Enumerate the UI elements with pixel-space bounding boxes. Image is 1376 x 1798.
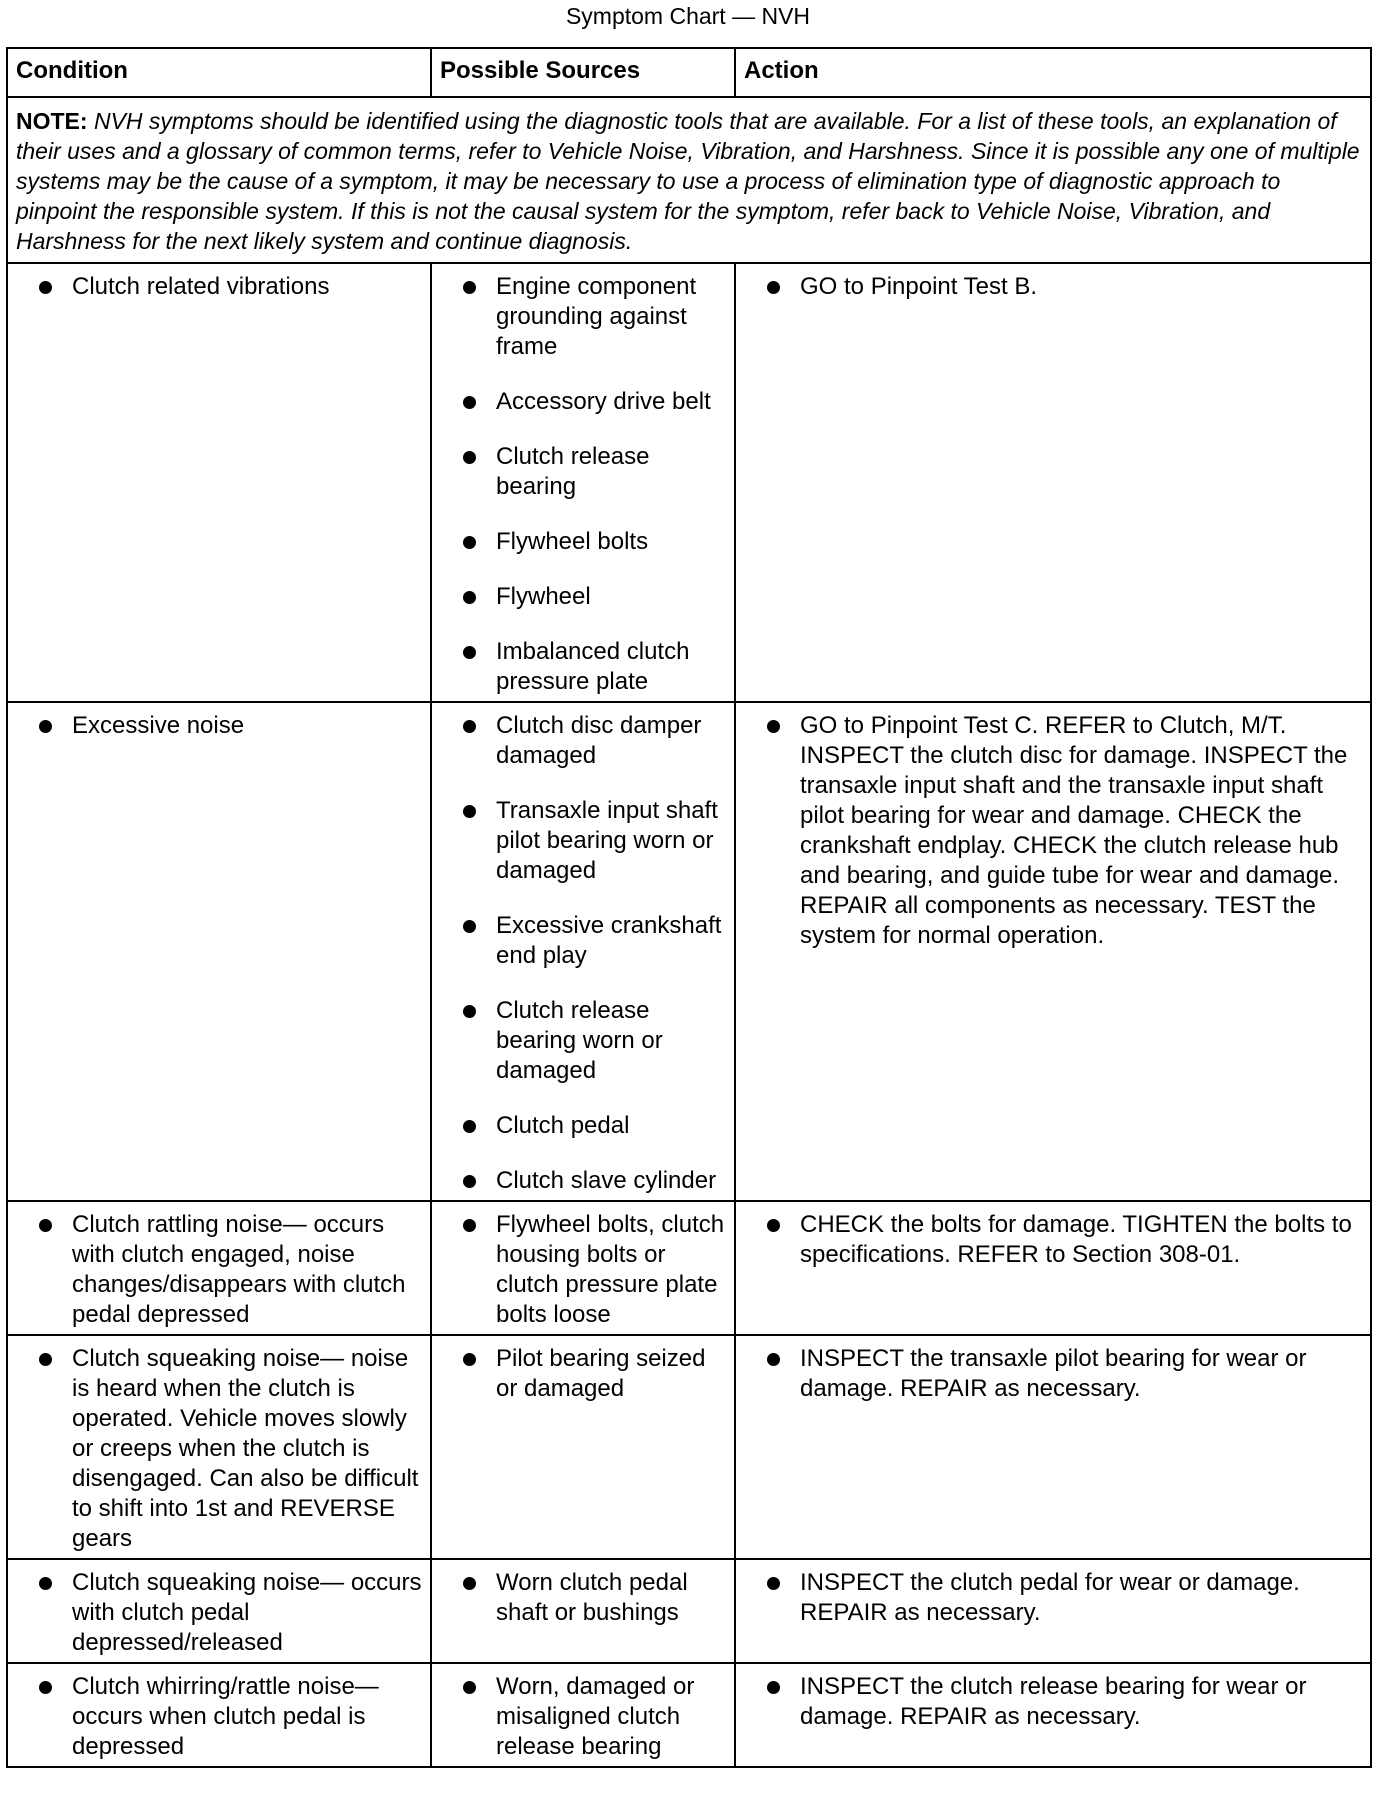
source-item-text: Clutch release bearing worn or damaged <box>496 997 663 1084</box>
action-cell-list <box>764 1344 1364 1404</box>
source-item-text: Clutch slave cylinder <box>496 1167 717 1194</box>
bullet-icon <box>463 536 476 549</box>
action-item-text: GO to Pinpoint Test C. REFER to Clutch, M/T. INSPECT the clutch disc for damage. INSPECT the transaxle input shaft and the transaxle input shaft pilot bearing for wear and damage. CHECK the crankshaft endplay. CHECK the clutch release hub and bearing, and guide tube for wear and damage. REPAIR all components as necessary. TEST the system for normal operation. <box>800 712 1348 949</box>
condition-cell <box>7 1335 431 1559</box>
header-possible-sources: Possible Sources <box>431 48 735 97</box>
bullet-icon <box>767 1353 780 1366</box>
condition-cell <box>7 1663 431 1767</box>
sources-cell-list <box>460 711 728 1196</box>
note-cell <box>7 97 1371 263</box>
condition-item <box>36 711 424 741</box>
sources-cell-list <box>460 1344 728 1404</box>
bullet-icon <box>463 1005 476 1018</box>
source-item <box>460 996 728 1086</box>
source-item <box>460 1672 728 1762</box>
source-item <box>460 527 728 557</box>
action-item-text: INSPECT the clutch pedal for wear or damage. REPAIR as necessary. <box>800 1569 1300 1626</box>
condition-cell-list <box>36 1210 424 1330</box>
source-item <box>460 387 728 417</box>
bullet-icon <box>39 1219 52 1232</box>
bullet-icon <box>39 720 52 733</box>
source-item-text: Flywheel <box>496 583 591 610</box>
sources-cell <box>431 1663 735 1767</box>
bullet-icon <box>463 396 476 409</box>
action-item <box>764 1568 1364 1628</box>
source-item <box>460 796 728 886</box>
bullet-icon <box>463 591 476 604</box>
action-item-text: INSPECT the transaxle pilot bearing for wear or damage. REPAIR as necessary. <box>800 1345 1307 1402</box>
condition-item-text: Clutch whirring/rattle noise— occurs when clutch pedal is depressed <box>72 1673 379 1760</box>
source-item-text: Engine component grounding against frame <box>496 273 697 360</box>
condition-cell <box>7 1201 431 1335</box>
bullet-icon <box>463 720 476 733</box>
source-item <box>460 1166 728 1196</box>
action-item-text: GO to Pinpoint Test B. <box>800 273 1038 300</box>
source-item <box>460 272 728 362</box>
condition-cell-list <box>36 1568 424 1658</box>
sources-cell <box>431 1559 735 1663</box>
bullet-icon <box>767 1681 780 1694</box>
bullet-icon <box>767 1219 780 1232</box>
action-cell <box>735 1559 1371 1663</box>
sources-cell <box>431 1201 735 1335</box>
bullet-icon <box>463 1577 476 1590</box>
note-row <box>7 97 1371 263</box>
source-item-text: Flywheel bolts, clutch housing bolts or clutch pressure plate bolts loose <box>496 1211 725 1328</box>
source-item-text: Imbalanced clutch pressure plate <box>496 638 690 695</box>
bullet-icon <box>767 281 780 294</box>
action-cell-list <box>764 1210 1364 1270</box>
source-item-text: Flywheel bolts <box>496 528 649 555</box>
bullet-icon <box>463 281 476 294</box>
bullet-icon <box>39 1353 52 1366</box>
source-item <box>460 582 728 612</box>
source-item <box>460 711 728 771</box>
condition-item <box>36 1568 424 1658</box>
bullet-icon <box>463 1175 476 1188</box>
condition-cell <box>7 702 431 1201</box>
source-item-text: Clutch release bearing <box>496 443 650 500</box>
condition-item-text: Clutch related vibrations <box>72 273 330 300</box>
action-cell-list <box>764 1568 1364 1628</box>
symptom-table <box>6 47 1372 1768</box>
condition-item-text: Clutch rattling noise— occurs with clutch engaged, noise changes/disappears with clutch pedal depressed <box>72 1211 406 1328</box>
header-row <box>7 48 1371 97</box>
action-item <box>764 1344 1364 1404</box>
source-item-text: Worn, damaged or misaligned clutch release bearing <box>496 1673 695 1760</box>
note-text: NVH symptoms should be identified using the diagnostic tools that are available. For a list of these tools, an explanation of their uses and a glossary of common terms, refer to Vehicle Noise, Vibration, and Harshness. Since it is possible any one of multiple systems may be the cause of a symptom, it may be necessary to use a process of elimination type of diagnostic approach to pinpoint the responsible system. If this is not the causal system for the symptom, refer back to Vehicle Noise, Vibration, and Harshness for the next likely system and continue diagnosis. <box>16 108 1360 254</box>
symptom-row <box>7 1663 1371 1767</box>
action-item <box>764 711 1364 951</box>
bullet-icon <box>463 805 476 818</box>
bullet-icon <box>767 1577 780 1590</box>
source-item-text: Clutch disc damper damaged <box>496 712 702 769</box>
bullet-icon <box>463 451 476 464</box>
action-item <box>764 1210 1364 1270</box>
action-cell-list <box>764 1672 1364 1732</box>
chart-title: Symptom Chart — NVH <box>565 3 811 29</box>
condition-cell <box>7 1559 431 1663</box>
header-action: Action <box>735 48 1371 97</box>
condition-item <box>36 1344 424 1554</box>
condition-item <box>36 1210 424 1330</box>
condition-cell-list <box>36 272 424 302</box>
condition-item-text: Clutch squeaking noise— occurs with clutch pedal depressed/released <box>72 1569 422 1656</box>
sources-cell-list <box>460 1210 728 1330</box>
bullet-icon <box>463 1120 476 1133</box>
sources-cell-list <box>460 1568 728 1628</box>
symptom-row <box>7 702 1371 1201</box>
bullet-icon <box>463 1353 476 1366</box>
bullet-icon <box>39 1577 52 1590</box>
action-item-text: INSPECT the clutch release bearing for wear or damage. REPAIR as necessary. <box>800 1673 1307 1730</box>
source-item <box>460 1568 728 1628</box>
condition-cell-list <box>36 1344 424 1554</box>
source-item <box>460 1210 728 1330</box>
symptom-row <box>7 1201 1371 1335</box>
condition-cell-list <box>36 711 424 741</box>
action-cell-list <box>764 711 1364 951</box>
bullet-icon <box>463 1219 476 1232</box>
action-cell <box>735 263 1371 702</box>
condition-cell-list <box>36 1672 424 1762</box>
condition-item-text: Clutch squeaking noise— noise is heard when the clutch is operated. Vehicle moves slowly or creeps when the clutch is disengaged. Can also be difficult to shift into 1st and REVERSE gears <box>72 1345 419 1552</box>
source-item-text: Excessive crankshaft end play <box>496 912 722 969</box>
note-label: NOTE: <box>16 108 88 134</box>
action-cell-list <box>764 272 1364 302</box>
sources-cell <box>431 702 735 1201</box>
header-condition: Condition <box>7 48 431 97</box>
symptom-row <box>7 1335 1371 1559</box>
action-item <box>764 1672 1364 1732</box>
condition-item <box>36 272 424 302</box>
bullet-icon <box>463 646 476 659</box>
sources-cell <box>431 1335 735 1559</box>
bullet-icon <box>39 1681 52 1694</box>
action-cell <box>735 1335 1371 1559</box>
bullet-icon <box>463 920 476 933</box>
action-item <box>764 272 1364 302</box>
sources-cell-list <box>460 272 728 697</box>
action-cell <box>735 1201 1371 1335</box>
condition-item-text: Excessive noise <box>72 712 245 739</box>
action-cell <box>735 1663 1371 1767</box>
symptom-row <box>7 1559 1371 1663</box>
source-item <box>460 1111 728 1141</box>
source-item <box>460 442 728 502</box>
source-item-text: Accessory drive belt <box>496 388 711 415</box>
condition-cell <box>7 263 431 702</box>
action-cell <box>735 702 1371 1201</box>
source-item <box>460 637 728 697</box>
condition-item <box>36 1672 424 1762</box>
source-item-text: Pilot bearing seized or damaged <box>496 1345 706 1402</box>
sources-cell-list <box>460 1672 728 1762</box>
bullet-icon <box>39 281 52 294</box>
source-item <box>460 911 728 971</box>
source-item-text: Transaxle input shaft pilot bearing worn or damaged <box>496 797 718 884</box>
source-item <box>460 1344 728 1404</box>
source-item-text: Clutch pedal <box>496 1112 630 1139</box>
bullet-icon <box>463 1681 476 1694</box>
bullet-icon <box>767 720 780 733</box>
source-item-text: Worn clutch pedal shaft or bushings <box>496 1569 688 1626</box>
sources-cell <box>431 263 735 702</box>
action-item-text: CHECK the bolts for damage. TIGHTEN the bolts to specifications. REFER to Section 308-01. <box>800 1211 1352 1268</box>
symptom-row <box>7 263 1371 702</box>
